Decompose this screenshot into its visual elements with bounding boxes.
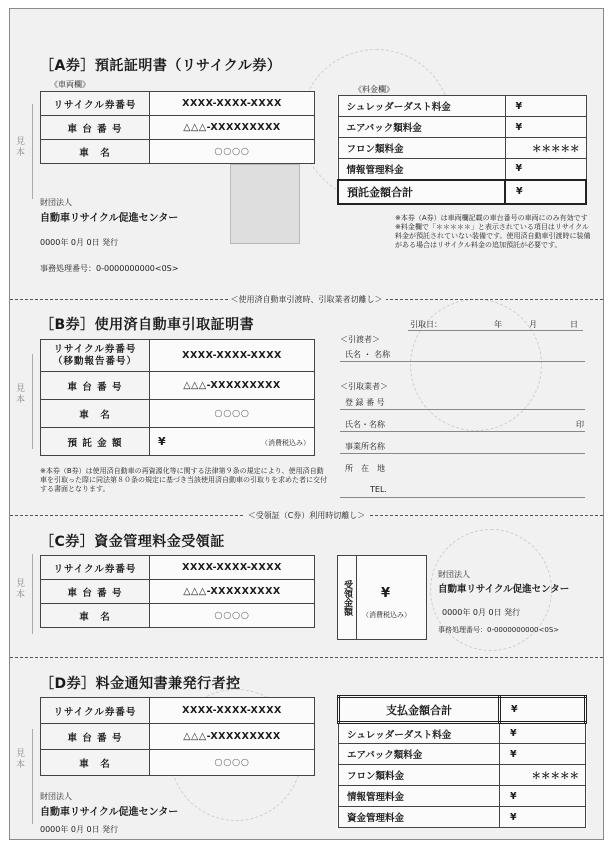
- issue-date: 0000年 0月 0日 発行: [40, 238, 119, 247]
- section-a-fee-table: [337, 95, 587, 205]
- issue-date: 0000年 0月 0日 発行: [40, 825, 119, 834]
- office-name-line: [340, 453, 585, 454]
- office-name-label: 事業所名称: [345, 442, 385, 451]
- seal-mark: 印: [576, 420, 584, 429]
- stub-label-b: 見本: [16, 384, 26, 405]
- section-d-table: [40, 697, 315, 776]
- org-name: 自動車リサイクル促進センター: [40, 807, 179, 818]
- received-tax: （消費税込み）: [362, 611, 411, 619]
- received-amount-box: [337, 555, 427, 640]
- chassis-number-label: 車 台 番 号: [41, 580, 150, 604]
- fee-value: ＊＊＊＊＊: [500, 765, 586, 786]
- section-a-title: ［A券］預託証明書（リサイクル券）: [40, 58, 282, 74]
- fee-label: フロン類料金: [338, 138, 505, 159]
- security-hologram: [230, 164, 300, 244]
- receiver-name-line: [340, 431, 585, 432]
- fee-value: ¥: [500, 723, 586, 744]
- org-prefix: 財団法人: [40, 198, 72, 207]
- car-name-value: ○○○○: [150, 604, 315, 628]
- recycle-ticket-number-value: XXXX-XXXX-XXXX: [150, 556, 315, 580]
- tel-label: TEL.: [370, 485, 387, 494]
- stub-label-c: 見本: [16, 579, 26, 600]
- address-label: 所 在 地: [345, 464, 385, 473]
- registration-number-line: [340, 409, 585, 410]
- chassis-number-value: △△△-XXXXXXXXX: [150, 372, 315, 400]
- registration-number-label: 登 録 番 号: [345, 398, 385, 407]
- fee-label: エアバック類料金: [339, 744, 500, 765]
- fee-label: フロン類料金: [339, 765, 500, 786]
- deposit-yen: ¥: [158, 435, 166, 448]
- fee-value: ＊＊＊＊＊: [505, 138, 586, 159]
- section-c-title: ［C券］資金管理料金受領証: [40, 534, 225, 550]
- section-d-fee-table: [337, 695, 587, 828]
- car-name-value: ○○○○: [150, 140, 315, 164]
- car-name-label: 車 名: [41, 750, 150, 776]
- cut-line-label: [10, 294, 603, 305]
- car-name-label: 車 名: [41, 604, 150, 628]
- chassis-number-label: 車 台 番 号: [41, 372, 150, 400]
- received-amount-cell: [357, 556, 427, 640]
- fee-label: シュレッダーダスト料金: [339, 723, 500, 744]
- office-number: 事務処理番号：0-0000000000<0S>: [40, 264, 179, 273]
- recycle-ticket-number-value: XXXX-XXXX-XXXX: [150, 698, 315, 724]
- deposit-total-value: ¥: [505, 180, 586, 204]
- org-prefix: 財団法人: [40, 792, 72, 801]
- stub-label-a: 見本: [16, 137, 26, 158]
- car-name-value: ○○○○: [150, 400, 315, 428]
- receiver-header: ＜引取業者＞: [340, 382, 388, 391]
- received-yen: ¥: [381, 586, 391, 601]
- recycle-ticket-number-value: XXXX-XXXX-XXXX: [150, 340, 315, 372]
- transferor-name-label: 氏名 ・ 名称: [345, 350, 391, 359]
- section-separator: [10, 657, 603, 658]
- deposit-total-label: 預託金額合計: [338, 180, 505, 204]
- section-b-note: ※本券（B券）は使用済自動車の再資源化等に関する法律第９条の規定により、使用済自動車を引取った際に同法第８０条の規定に基づき当該使用済自動車の引取りを求めた者に交付する書面となります。: [40, 467, 327, 493]
- vehicle-header: 《車両欄》: [50, 80, 90, 89]
- address-line: [340, 497, 585, 498]
- car-name-label: 車 名: [41, 140, 150, 164]
- fee-value: ¥: [500, 744, 586, 765]
- cut-line-label: [10, 510, 603, 521]
- issue-date: 0000年 0月 0日 発行: [442, 608, 521, 617]
- org-name: 自動車リサイクル促進センター: [40, 213, 179, 224]
- office-number: 事務処理番号：0-0000000000<0S>: [438, 626, 560, 634]
- stub-label-d: 見本: [16, 749, 26, 770]
- section-b-title: ［B券］使用済自動車引取証明書: [40, 317, 255, 333]
- recycle-ticket-number-label: リサイクル券番号 （移動報告番号）: [41, 340, 150, 372]
- deposit-tax: （消費税込み）: [261, 439, 310, 447]
- section-a-note: ※本券（A券）は車両欄記載の車台番号の車両にのみ有効です ※料金欄で「＊＊＊＊＊」と表示されている項目はリサイクル料金が預託されていない装備です。使用済自動車引渡時に装備がある場合はリサイクル料金の追加預託が必要です。: [395, 214, 591, 249]
- fee-value: ¥: [505, 117, 586, 138]
- section-b-table: [40, 339, 315, 456]
- pickup-year: 年: [494, 320, 502, 329]
- received-amount-label: 受領金額: [338, 556, 357, 640]
- org-name: 自動車リサイクル促進センター: [438, 584, 570, 595]
- recycle-ticket-number-value: XXXX-XXXX-XXXX: [150, 92, 315, 116]
- fee-label: シュレッダーダスト料金: [338, 96, 505, 117]
- fee-value: ¥: [500, 807, 586, 828]
- recycle-ticket-number-label: リサイクル券番号: [41, 698, 150, 724]
- fee-value: ¥: [505, 159, 586, 180]
- fee-label: 資金管理料金: [339, 807, 500, 828]
- pickup-month: 月: [529, 320, 537, 329]
- fee-value: ¥: [505, 96, 586, 117]
- transferor-name-line: [340, 361, 585, 362]
- section-d-title: ［D券］料金通知書兼発行者控: [40, 676, 241, 692]
- recycle-ticket-form: [9, 8, 604, 840]
- stub-strip-d: [10, 729, 33, 824]
- car-name-value: ○○○○: [150, 750, 315, 776]
- cut-line-text: ＜受領証（C券）利用時切離し＞: [245, 511, 369, 520]
- fees-header: 《料金欄》: [354, 85, 394, 94]
- pickup-date-label: 引取日：: [410, 320, 442, 329]
- chassis-number-value: △△△-XXXXXXXXX: [150, 724, 315, 750]
- cut-line-text: ＜使用済自動車引渡時、引取業者切離し＞: [228, 295, 386, 304]
- section-a-vehicle-table: [40, 91, 315, 164]
- fee-label: 情報管理料金: [339, 786, 500, 807]
- fee-value: ¥: [500, 786, 586, 807]
- pickup-date-line: [408, 330, 583, 331]
- payment-total-label: 支払金額合計: [339, 697, 500, 723]
- recycle-ticket-number-label: リサイクル券番号: [41, 556, 150, 580]
- chassis-number-label: 車 台 番 号: [41, 116, 150, 140]
- section-c-table: [40, 555, 315, 628]
- pickup-day: 日: [570, 320, 578, 329]
- payment-total-value: ¥: [500, 697, 586, 723]
- chassis-number-value: △△△-XXXXXXXXX: [150, 116, 315, 140]
- car-name-label: 車 名: [41, 400, 150, 428]
- deposit-amount-cell: [150, 428, 315, 456]
- receiver-name-label: 氏名・名称: [345, 420, 385, 429]
- chassis-number-label: 車 台 番 号: [41, 724, 150, 750]
- fee-label: 情報管理料金: [338, 159, 505, 180]
- fee-label: エアバック類料金: [338, 117, 505, 138]
- chassis-number-value: △△△-XXXXXXXXX: [150, 580, 315, 604]
- transferor-header: ＜引渡者＞: [340, 335, 380, 344]
- deposit-amount-label: 預 託 金 額: [41, 428, 150, 456]
- recycle-ticket-number-label: リサイクル券番号: [41, 92, 150, 116]
- org-prefix: 財団法人: [438, 570, 470, 579]
